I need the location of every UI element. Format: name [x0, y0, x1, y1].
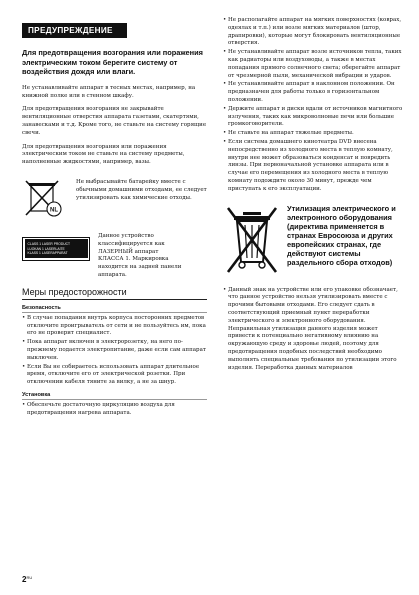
disposal-item-1: • Данный знак на устройстве или его упаковке обозначает, что данное устройство нельзя утилизировать вместе с прочими бытовыми отходами. Его следует сдать в соответствующий приемный пункт переработки электрического и электронного оборудования. Неправильная утилизация данного изделия может привести к потенциально негативному влиянию на окружающую среду и здоровье людей, поэтому для предотвращения подобных последствий необходимо выполнять специальные требования по утилизации этого изделия. Переработка данных материалов	[223, 287, 403, 373]
laser-label	[22, 237, 90, 261]
installation-title: Установка	[22, 392, 207, 400]
installation-item-1: • Обеспечьте достаточную циркуляцию воздуха для предотвращения нагрева аппарата.	[22, 402, 207, 418]
crossed-bin-icon	[223, 204, 281, 284]
left-column	[22, 18, 207, 418]
safety-item-1: • В случае попадания внутрь корпуса посторонних предметов отключите проигрыватель от сети и не пользуйтесь им, пока его не проверит специалист.	[22, 315, 207, 338]
right-item-3: • Не устанавливайте аппарат в наклонном положении. Он предназначен для работы только в горизонтальном положении.	[223, 81, 403, 104]
precautions-title: Меры предосторожности	[22, 287, 207, 300]
laser-label-line-3: KLASS 1 LASERAPPARAT	[27, 250, 68, 255]
disposal-list	[223, 287, 403, 373]
warning-paragraph-1: Не устанавливайте аппарат в тесных местах, например, на книжной полке или в стенном шкафу.	[22, 84, 196, 99]
right-item-1: • Не располагайте аппарат на мягких поверхностях (коврах, одеялах и т.п.) или возле мягких материалов (штор, драпировки), которые могут блокировать вентиляционные отверстия.	[223, 17, 403, 48]
laser-notice	[22, 233, 207, 280]
laser-label-box	[22, 237, 90, 261]
safety-title: Безопасность	[22, 305, 207, 313]
installation-list	[22, 402, 207, 418]
safety-item-3: • Если Вы не собираетесь использовать аппарат длительное время, отключите его от электрической розетки. При отключении кабеля тяните за вилку, а не за шнур.	[22, 364, 207, 387]
battery-text: Не выбрасывайте батарейку вместе с обычными домашними отходами, ее следует утилизировать как химические отходы.	[76, 178, 207, 201]
laser-text: Данное устройство классифицируется как ЛАЗЕРНЫЙ аппарат КЛАССА 1. Маркировка находится на задней панели аппарата.	[98, 232, 182, 278]
page-number-value: 2	[22, 575, 27, 584]
page-language-code: RU	[26, 575, 33, 580]
disposal-notice	[223, 204, 403, 284]
right-item-2: • Не устанавливайте аппарат возле источников тепла, таких как радиаторы или воздуховоды, а также в местах попадания прямого солнечного света; оберегайте аппарат от чрезмерной пыли, механической вибрации и ударов.	[223, 49, 403, 80]
warning-banner: ПРЕДУПРЕЖДЕНИЕ	[22, 23, 127, 38]
svg-text:NL: NL	[50, 207, 58, 214]
disposal-heading: Утилизация электрического и электронного оборудования (директива применяется в странах Евросоюза и других европейских странах, где действуют системы раздельного сбора отходов)	[287, 203, 396, 267]
right-item-6: • Если система домашнего кинотеатра DVD внесена непосредственно из холодного места в теплую комнату, внутри нее может образоваться конденсат и повредить линзы. При первоначальной установке аппарата или в случае его перемещения из холодного места в теплую комнату подождите около 30 минут, прежде чем приступать к его эксплуатации.	[223, 139, 403, 194]
right-item-4: • Держите аппарат и диски вдали от источников магнитного излучения, таких как микроволновые печи или большие громкоговорители.	[223, 106, 403, 129]
installation-list-continued	[223, 17, 403, 194]
laser-label-line-1: CLASS 1 LASER PRODUCT	[27, 242, 71, 247]
battery-disposal-icon	[22, 179, 70, 219]
safety-item-2: • Пока аппарат включен в электророзетку, на него по-прежнему подается электропитание, даже если сам аппарат выключен.	[22, 339, 207, 362]
page-number	[22, 575, 32, 584]
safety-list	[22, 315, 207, 387]
battery-notice	[22, 179, 207, 219]
warning-heading: Для предотвращения возгорания или поражения электрическим током берегите систему от воздействия дождя или влаги.	[22, 48, 203, 77]
warning-paragraph-3: Для предотвращения возгорания или поражения электрическим током не ставьте на систему предметы, наполненные жидкостями, например, вазы.	[22, 143, 185, 166]
right-item-5: • Не ставьте на аппарат тяжелые предметы.	[223, 130, 403, 138]
laser-label-line-2: LUOKAN 1 LASERLAITE	[27, 246, 65, 251]
warning-paragraph-2: Для предотвращения возгорания не закрывайте вентиляционные отверстия аппарата газетами, скатертями, занавесками и т.д. Кроме того, не ставьте на систему горящие свечи.	[22, 106, 207, 136]
right-column	[223, 17, 403, 372]
